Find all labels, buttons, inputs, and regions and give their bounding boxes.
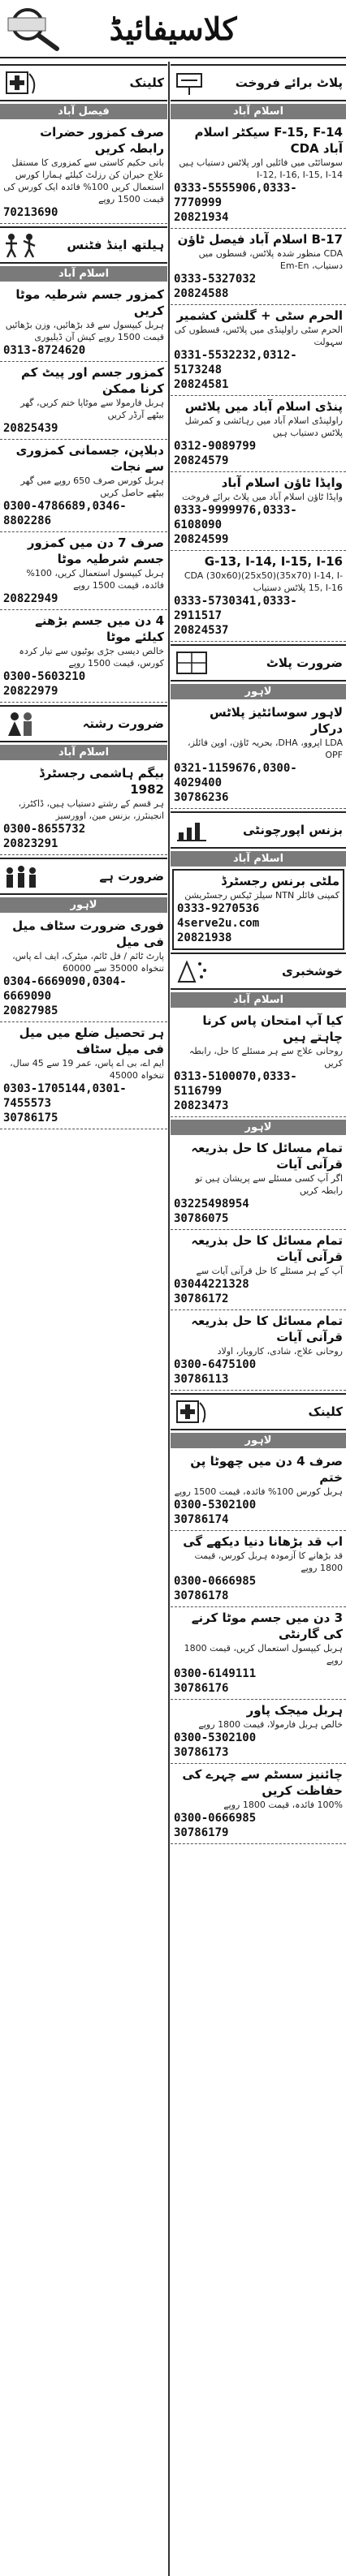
ad-title: تمام مسائل کا حل بذریعہ قرآنی آیات <box>191 1314 343 1344</box>
classified-ad <box>171 122 346 229</box>
classified-ad <box>171 1764 346 1844</box>
classified-ad <box>171 1607 346 1700</box>
ad-body: سوسائٹی میں فائلیں اور پلاٹس دستیاب ہیں I-12, I-16, I-15, I-14 <box>179 157 343 180</box>
left-column <box>0 62 167 2576</box>
ad-title: 4 دن میں جسم بڑھنے کیلئے موٹا <box>35 613 164 644</box>
zaroorat-section-title: ضرورت ہے <box>99 869 164 884</box>
classified-ad <box>171 396 346 472</box>
ad-phone: 0300-0666985 <box>174 1575 257 1588</box>
medical-cross-icon <box>3 69 39 97</box>
classified-ad <box>171 1700 346 1764</box>
couple-icon <box>3 710 39 738</box>
ad-title: تمام مسائل کا حل بذریعہ قرآنی آیات <box>191 1233 343 1264</box>
ad-body: ہر قسم کے رشتے دستیاب ہیں، ڈاکٹرز، انجینئرز، بزنس مین، اوورسیز <box>18 798 164 821</box>
rishta-section-title: ضرورت رشتہ <box>82 716 164 731</box>
ad-title: چائنیز سسٹم سے چہرے کی حفاظت کریں <box>182 1767 343 1798</box>
city-bar-islamabad: اسلام آباد <box>0 266 167 282</box>
ad-phone: 20824599 <box>174 533 229 546</box>
zaroorat-plot-section-header <box>171 644 346 682</box>
classified-ad <box>0 440 167 532</box>
ad-phone: 0313-8724620 <box>3 344 86 357</box>
plot-section-title: پلاٹ برائے فروخت <box>235 75 343 90</box>
ad-phone: 20821938 <box>177 931 232 944</box>
ad-phone: 20827985 <box>3 1004 58 1017</box>
ad-body: ہربل کورس صرف 650 روپے میں گھر بیٹھے حاصل کریں <box>20 475 164 498</box>
ad-phone: 0300-6475100 <box>174 1358 257 1371</box>
ad-phone: 30786179 <box>174 1826 229 1839</box>
ad-phone: 20821934 <box>174 211 229 224</box>
health-section-title: ہیلتھ اینڈ فٹنس <box>67 238 164 252</box>
masthead <box>0 0 346 58</box>
ad-phone: 0321-1159676,0300-4029400 <box>174 762 297 789</box>
plot-map-icon <box>174 649 210 677</box>
ad-phone: 30786236 <box>174 791 229 804</box>
ad-body: کمپنی فائلر NTN سیلز ٹیکس رجسٹریشن <box>184 890 340 901</box>
ad-body: ہربل کیپسول استعمال کریں، 100% فائدہ، قیمت 1500 روپے <box>26 568 164 591</box>
classified-ad <box>171 702 346 809</box>
ad-phone: 20824588 <box>174 287 229 300</box>
rishta-section-header <box>0 705 167 742</box>
classified-ad <box>0 610 167 703</box>
ad-body: CDA منظور شدہ پلاٹس، قسطوں میں دستیاب، Em-En <box>198 248 343 271</box>
classified-ad <box>171 305 346 396</box>
ad-phone: 0312-9089799 <box>174 440 257 453</box>
page-title: کلاسیفائیڈ <box>109 10 237 47</box>
magnifying-glass-icon <box>3 3 68 52</box>
ad-phone: 20823473 <box>174 1099 229 1112</box>
ad-phone: 0300-4786689,0346-8802286 <box>3 500 127 527</box>
ad-phone: 0303-1705144,0301-7455573 <box>3 1082 127 1110</box>
health-section-header <box>0 226 167 264</box>
fitness-figures-icon <box>3 231 39 259</box>
ad-title: صرف کمزور حضرات رابطہ کریں <box>40 125 164 156</box>
ad-phone: 30786075 <box>174 1212 229 1225</box>
business-chart-icon <box>174 816 210 844</box>
classified-ad <box>0 1022 167 1129</box>
plot-section-header <box>171 64 346 101</box>
city-bar-lahore: لاہور <box>171 1120 346 1135</box>
business-section-title: بزنس اپورچونٹی <box>243 823 343 837</box>
ad-body: ہربل فارمولا سے موٹاپا ختم کریں، گھر بیٹھے آرڈر کریں <box>20 398 164 420</box>
khushkhabri-section-title: خوشخبری <box>282 964 343 978</box>
classified-ad <box>0 763 167 855</box>
ad-body: CDA (30x60)(25x50)(35x70) I-14, I-15, I-16 پلاٹس دستیاب <box>184 570 343 593</box>
city-bar-faisalabad: فیصل آباد <box>0 104 167 119</box>
ad-title: واپڈا ٹاؤن اسلام آباد <box>221 475 343 490</box>
ad-phone: 0333-5730341,0333-2911517 <box>174 595 297 622</box>
clinic-section-header <box>171 1393 346 1430</box>
ad-phone: 20825439 <box>3 422 58 435</box>
ad-phone: 0313-5100070,0333-5116799 <box>174 1070 297 1098</box>
ad-phone: 0300-5302100 <box>174 1731 257 1744</box>
ad-title: پنڈی اسلام آباد میں پلاٹس <box>184 399 343 414</box>
classified-ad <box>0 284 167 362</box>
column-divider <box>168 62 170 2576</box>
ad-body: واپڈا ٹاؤن اسلام آباد میں پلاٹ برائے فروخت <box>181 492 343 502</box>
medical-cross-icon <box>174 1398 210 1426</box>
classified-ad <box>0 532 167 610</box>
ad-title: اب قد بڑھانا دنیا دیکھے گی <box>183 1534 343 1549</box>
classified-ad <box>171 1531 346 1607</box>
ad-body: ہربل کیپسول سے قد بڑھائیں، وزن بڑھائیں قیمت 1500 روپے کیش آن ڈیلیوری <box>5 320 164 342</box>
ad-phone: 0304-6669090,0304-6669090 <box>3 975 127 1003</box>
ad-title: 3 دن میں جسم موٹا کرنے کی گارنٹی <box>191 1611 343 1641</box>
ad-phone: 30786173 <box>174 1746 229 1759</box>
classified-ad <box>171 1010 346 1117</box>
ad-phone: 30786178 <box>174 1589 229 1602</box>
ad-title: ملٹی برنس رجسٹرڈ <box>221 874 340 888</box>
celebration-icon <box>174 957 210 985</box>
ad-phone: 30786172 <box>174 1292 229 1305</box>
ad-body: روحانی علاج، شادی، کاروبار، اولاد <box>217 1346 343 1357</box>
ad-body: پارٹ ٹائم / فل ٹائم، میٹرک، ایف اے پاس، تنخواہ 35000 سے 60000 <box>12 951 164 974</box>
ad-phone: 30786174 <box>174 1513 229 1526</box>
ad-phone: 20823291 <box>3 837 58 850</box>
classified-ad <box>171 551 346 642</box>
ad-body: روحانی علاج سے ہر مسئلے کا حل، رابطہ کریں <box>188 1046 343 1069</box>
city-bar-islamabad: اسلام آباد <box>0 745 167 760</box>
city-bar-islamabad: اسلام آباد <box>171 851 346 867</box>
classified-ad <box>171 1230 346 1310</box>
ad-body: راولپنڈی اسلام آباد میں رہائشی و کمرشل پلاٹس دستیاب ہیں <box>184 415 343 438</box>
ad-body: LDA اپروو، DHA، بحریہ ٹاؤن، اوپن فائلز، OPF <box>188 738 343 760</box>
ad-body: بانی حکیم کاستی سے کمزوری کا مستقل علاج حیران کن رزلٹ کیلئے ہمارا کورس استعمال کریں 100% فائدہ ایک کورس کی قیمت 1500 روپے <box>3 157 164 204</box>
ad-title: الحرم سٹی + گلشن کشمیر <box>176 308 343 323</box>
ad-title: صرف 4 دن میں چھوٹا پن ختم <box>190 1454 343 1485</box>
for-sale-sign-icon <box>174 69 210 97</box>
ad-phone: 0333-5555906,0333-7770999 <box>174 182 297 209</box>
ad-title: تمام مسائل کا حل بذریعہ قرآنی آیات <box>191 1141 343 1172</box>
ad-phone: 0300-8655732 <box>3 823 86 836</box>
ad-website: 4serve2u.com <box>177 917 260 930</box>
ad-title: صرف 7 دن میں کمزور جسم شرطیہ موٹا <box>27 535 164 566</box>
ad-title: G-13, I-14, I-15, I-16 <box>204 554 343 569</box>
zaroorat-plot-section-title: ضرورت پلاٹ <box>266 656 343 670</box>
clinic-section-title: کلینک <box>129 75 164 90</box>
ad-body: الحرم سٹی راولپنڈی میں پلاٹس، قسطوں کی سہولت <box>174 325 343 347</box>
ad-body: خالص ہربل فارمولا، قیمت 1800 روپے <box>198 1719 343 1730</box>
ad-phone: 30786175 <box>3 1112 58 1125</box>
city-bar-islamabad: اسلام آباد <box>171 992 346 1008</box>
ad-title: بیگم ہاشمی رجسٹرڈ 1982 <box>39 766 164 797</box>
ad-phone: 30786113 <box>174 1373 229 1386</box>
ad-body: 100% فائدہ، قیمت 1800 روپے <box>223 1800 343 1810</box>
classified-ad <box>171 1310 346 1391</box>
ad-title: کمزور جسم شرطیہ موٹا کریں <box>15 287 164 318</box>
right-column <box>171 62 346 2576</box>
city-bar-lahore: لاہور <box>0 897 167 913</box>
clinic-section-title: کلینک <box>308 1404 343 1419</box>
ad-body: آپ کے ہر مسئلے کا حل قرآنی آیات سے <box>196 1266 343 1276</box>
ad-phone: 03044221328 <box>174 1278 249 1291</box>
classified-ad <box>171 229 346 305</box>
ad-body: ایم اے، بی اے پاس، عمر 19 سے 45 سال، تنخواہ 45000 <box>10 1058 164 1081</box>
classified-ad <box>0 122 167 224</box>
classified-ad <box>171 472 346 551</box>
classified-ad <box>0 362 167 440</box>
ad-title: فوری ضرورت سٹاف میل فی میل <box>12 918 164 949</box>
ad-phone: 20824579 <box>174 454 229 467</box>
ad-phone: 20824537 <box>174 624 229 637</box>
ad-phone: 20822979 <box>3 685 58 698</box>
ad-phone: 70213690 <box>3 206 58 219</box>
ad-title: کمزور جسم اور پیٹ کم کرنا ممکن <box>20 365 164 396</box>
ad-phone: 0300-5302100 <box>174 1499 257 1512</box>
ad-body: ہربل کیپسول استعمال کریں، قیمت 1800 روپے <box>184 1643 343 1666</box>
ad-phone: 0300-0666985 <box>174 1812 257 1825</box>
ad-body: ہربل کورس 100% فائدہ، قیمت 1500 روپے <box>174 1486 343 1497</box>
business-section-header <box>171 811 346 849</box>
ad-title: F-15, F-14 سیکٹر اسلام آباد CDA <box>194 125 343 156</box>
ad-phone: 0333-9999976,0333-6108090 <box>174 504 297 531</box>
ad-phone: 0333-5327032 <box>174 273 257 286</box>
ad-title: کیا آپ امتحان پاس کرنا چاہتے ہیں <box>202 1013 343 1044</box>
ad-title: ہربل میجک پاور <box>246 1703 343 1718</box>
ad-phone: 03225498954 <box>174 1198 249 1211</box>
ad-phone: 20824581 <box>174 378 229 391</box>
classified-ad <box>171 1451 346 1531</box>
city-bar-lahore: لاہور <box>171 1433 346 1448</box>
ad-phone: 0300-5603210 <box>3 670 86 683</box>
ad-body: قد بڑھانے کا آزمودہ ہربل کورس، قیمت 1800 روپے <box>194 1550 343 1573</box>
zaroorat-section-header <box>0 858 167 895</box>
classified-ad <box>0 915 167 1022</box>
classified-ad <box>172 869 344 950</box>
ad-title: ہر تحصیل ضلع میں میل فی میل سٹاف <box>19 1026 164 1056</box>
city-bar-lahore: لاہور <box>171 684 346 699</box>
city-bar-islamabad: اسلام آباد <box>171 104 346 119</box>
ad-phone: 30786176 <box>174 1682 229 1695</box>
ad-title: لاہور سوسائٹیز پلاٹس درکار <box>209 705 343 736</box>
ad-phone: 0331-5532232,0312-5173248 <box>174 349 297 376</box>
ad-title: دبلاپن، جسمانی کمزوری سے نجات <box>15 443 164 474</box>
ad-phone: 20822949 <box>3 592 58 605</box>
hiring-people-icon <box>3 862 39 890</box>
ad-title: B-17 اسلام آباد فیصل ٹاؤن <box>177 232 343 247</box>
khushkhabri-section-header <box>171 953 346 990</box>
classified-ad <box>171 1137 346 1230</box>
ad-body: خالص دیسی جڑی بوٹیوں سے تیار کردہ کورس، قیمت 1500 روپے <box>19 646 164 669</box>
ad-body: اگر آپ کسی مسئلے سے پریشان ہیں تو رابطہ کریں <box>195 1173 343 1196</box>
clinic-section-header <box>0 64 167 101</box>
ad-phone: 0300-6149111 <box>174 1667 257 1680</box>
ad-phone: 0333-9270536 <box>177 902 260 915</box>
